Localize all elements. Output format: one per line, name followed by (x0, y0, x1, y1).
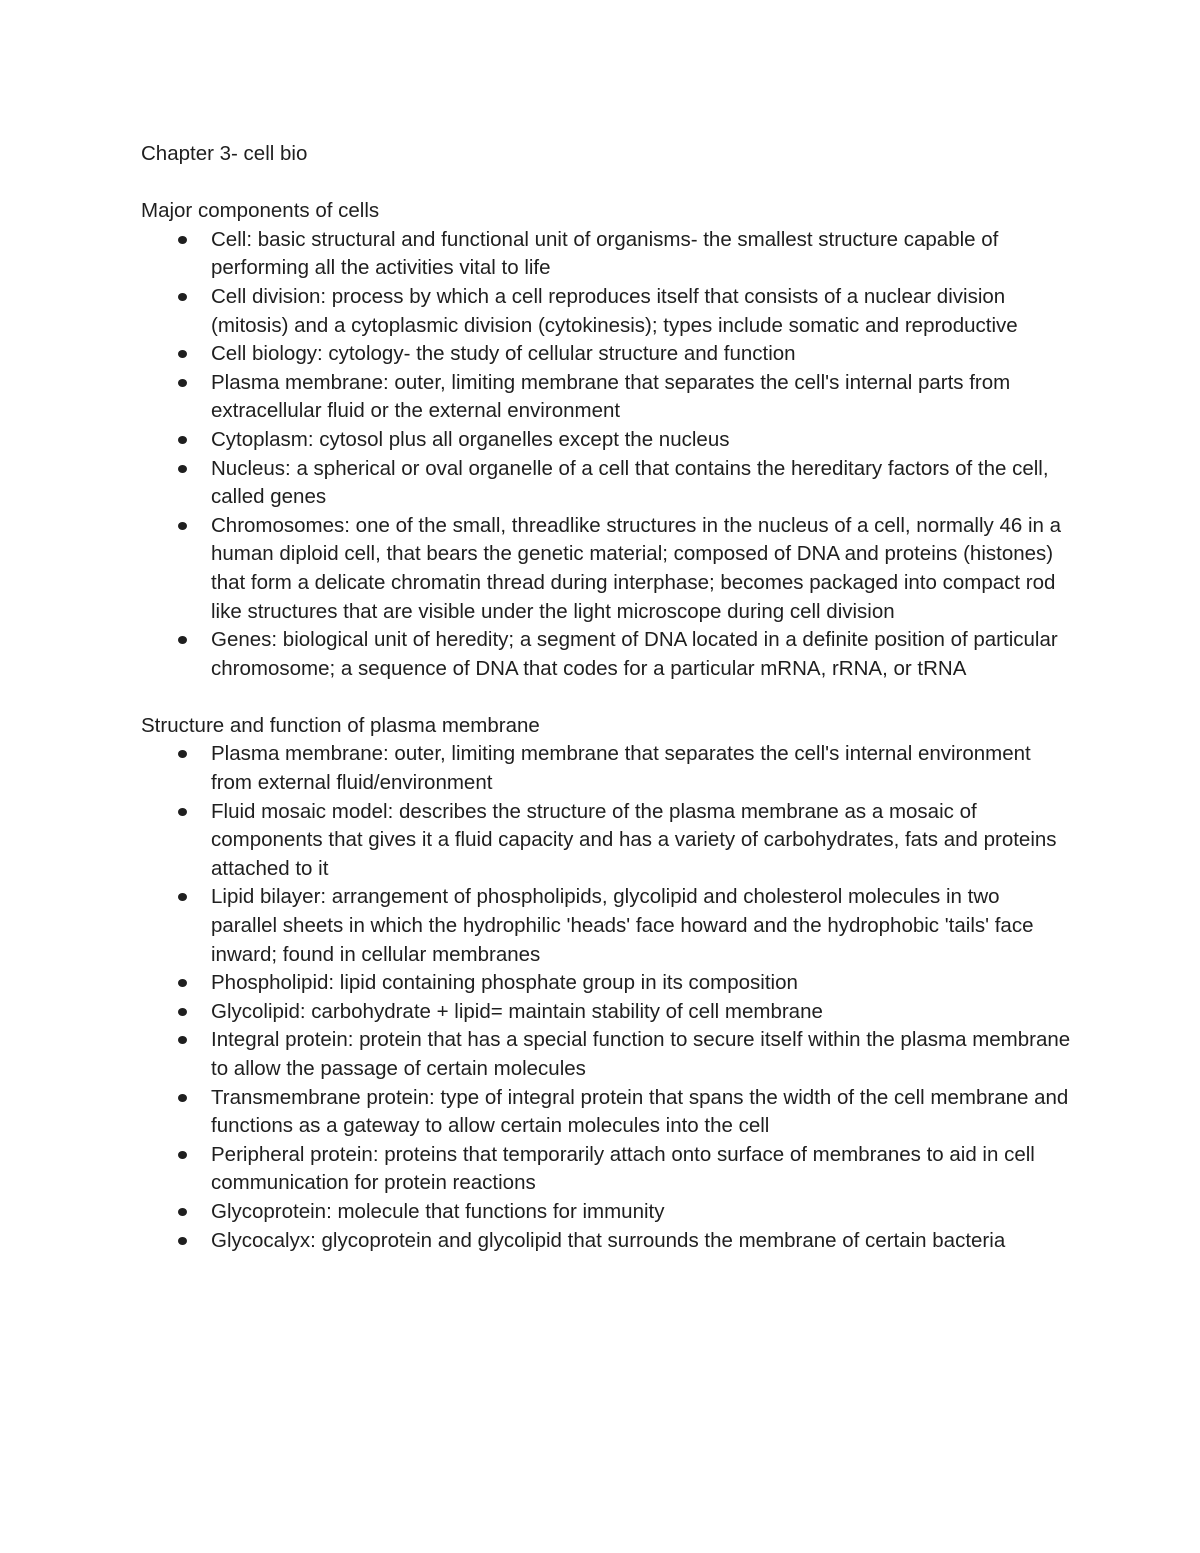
list-item-text: Glycoprotein: molecule that functions for immunity (211, 1199, 665, 1223)
list-item (211, 798, 1071, 884)
bullet-list (141, 740, 1071, 1255)
list-item (211, 1084, 1071, 1141)
bullet-list (141, 226, 1071, 684)
list-item (211, 883, 1071, 969)
bullet-icon (178, 1208, 187, 1216)
list-item (211, 426, 1071, 455)
bullet-icon (178, 465, 187, 473)
list-item (211, 1198, 1071, 1227)
list-item-text: Peripheral protein: proteins that temporarily attach onto surface of membranes to aid in cell communication for protein reactions (211, 1142, 1035, 1195)
section-heading: Structure and function of plasma membrane (141, 713, 540, 737)
list-item (211, 512, 1071, 626)
list-item-text: Transmembrane protein: type of integral protein that spans the width of the cell membrane and functions as a gateway to allow certain molecules into the cell (211, 1085, 1069, 1138)
section-major-components (141, 197, 1071, 683)
section-plasma-membrane (141, 712, 1071, 1255)
list-item (211, 226, 1071, 283)
bullet-icon (178, 350, 187, 358)
bullet-icon (178, 893, 187, 901)
list-item (211, 998, 1071, 1027)
list-item (211, 969, 1071, 998)
bullet-icon (178, 293, 187, 301)
list-item (211, 1141, 1071, 1198)
bullet-icon (178, 1036, 187, 1044)
list-item-text: Cell biology: cytology- the study of cellular structure and function (211, 342, 796, 366)
bullet-icon (178, 636, 187, 644)
list-item (211, 740, 1071, 797)
bullet-icon (178, 236, 187, 244)
list-item-text: Glycocalyx: glycoprotein and glycolipid that surrounds the membrane of certain bacteria (211, 1228, 1006, 1252)
bullet-icon (178, 750, 187, 758)
list-item-text: Glycolipid: carbohydrate + lipid= maintain stability of cell membrane (211, 999, 823, 1023)
bullet-icon (178, 1151, 187, 1159)
document-page (141, 140, 1071, 1284)
bullet-icon (178, 808, 187, 816)
bullet-icon (178, 1008, 187, 1016)
list-item-text: Lipid bilayer: arrangement of phospholipids, glycolipid and cholesterol molecules in two parallel sheets in which the hydrophilic 'heads' face howard and the hydrophobic 'tails' face inward; found in cellular membranes (211, 885, 1034, 966)
bullet-icon (178, 522, 187, 530)
list-item (211, 626, 1071, 683)
list-item-text: Genes: biological unit of heredity; a segment of DNA located in a definite position of particular chromosome; a sequence of DNA that codes for a particular mRNA, rRNA, or tRNA (211, 628, 1058, 680)
bullet-icon (178, 379, 187, 387)
list-item (211, 283, 1071, 340)
list-item-text: Fluid mosaic model: describes the structure of the plasma membrane as a mosaic of components that gives it a fluid capacity and has a variety of carbohydrates, fats and proteins attached to it (211, 799, 1057, 880)
list-item-text: Nucleus: a spherical or oval organelle of a cell that contains the hereditary factors of the cell, called genes (211, 456, 1049, 509)
list-item (211, 340, 1071, 369)
list-item-text: Plasma membrane: outer, limiting membrane that separates the cell's internal environment from external fluid/environment (211, 742, 1031, 795)
list-item (211, 1227, 1071, 1256)
list-item-text: Cytoplasm: cytosol plus all organelles except the nucleus (211, 427, 730, 451)
list-item-text: Phospholipid: lipid containing phosphate group in its composition (211, 971, 798, 995)
list-item-text: Plasma membrane: outer, limiting membrane that separates the cell's internal parts from extracellular fluid or the external environment (211, 370, 1011, 423)
list-item (211, 455, 1071, 512)
list-item (211, 1026, 1071, 1083)
list-item-text: Cell division: process by which a cell reproduces itself that consists of a nuclear division (mitosis) and a cytoplasmic division (cytokinesis); types include somatic and reproductive (211, 284, 1018, 337)
list-item-text: Integral protein: protein that has a special function to secure itself within the plasma membrane to allow the passage of certain molecules (211, 1028, 1071, 1080)
bullet-icon (178, 1094, 187, 1102)
bullet-icon (178, 1237, 187, 1245)
bullet-icon (178, 436, 187, 444)
list-item (211, 369, 1071, 426)
section-heading: Major components of cells (141, 199, 380, 223)
bullet-icon (178, 979, 187, 987)
document-title: Chapter 3- cell bio (141, 142, 308, 165)
list-item-text: Cell: basic structural and functional unit of organisms- the smallest structure capable of performing all the activities vital to life (211, 227, 999, 280)
list-item-text: Chromosomes: one of the small, threadlike structures in the nucleus of a cell, normally 46 in a human diploid cell, that bears the genetic material; composed of DNA and proteins (histones) that form a delicate chromatin thread during interphase; becomes packaged into compact rod like structures that are visible under the light microscope during cell division (211, 513, 1062, 623)
